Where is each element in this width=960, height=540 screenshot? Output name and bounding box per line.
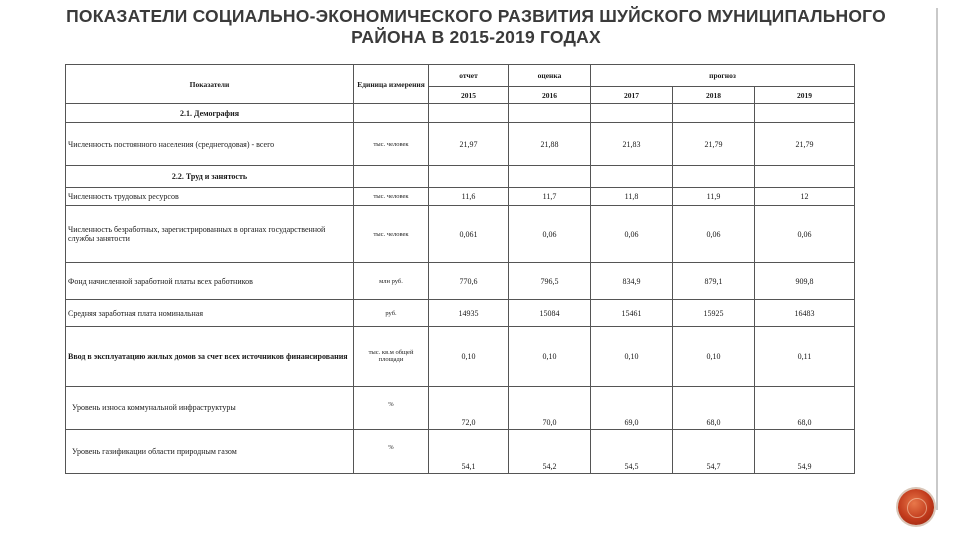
row-value: 16483 (755, 300, 855, 326)
row-value: 21,79 (673, 123, 755, 166)
row-value: 15925 (673, 300, 755, 326)
row-value: 0,06 (673, 206, 755, 263)
row-unit: тыс. человек (354, 188, 429, 206)
indicators-table (65, 64, 855, 474)
row-label: Численность трудовых ресурсов (66, 188, 354, 206)
table-row (66, 206, 855, 263)
row-label: Фонд начисленной заработной платы всех работников (66, 263, 354, 300)
slide-title (20, 6, 932, 48)
row-unit: млн руб. (354, 263, 429, 300)
row-value: 68,0 (755, 386, 855, 429)
row-value: 11,8 (591, 188, 673, 206)
table-row (66, 386, 855, 429)
row-value: 0,06 (591, 206, 673, 263)
row-label: Уровень газификации области природным газом (66, 429, 354, 473)
table-row (66, 300, 855, 326)
row-value: 11,6 (429, 188, 509, 206)
row-value: 15084 (509, 300, 591, 326)
header-year: 2016 (509, 87, 591, 104)
row-value: 909,8 (755, 263, 855, 300)
table-row (66, 263, 855, 300)
row-unit: тыс. кв.м общей площади (354, 326, 429, 386)
row-value: 0,11 (755, 326, 855, 386)
row-unit: % (354, 429, 429, 473)
table-row (66, 326, 855, 386)
row-value: 0,10 (429, 326, 509, 386)
row-label: Ввод в эксплуатацию жилых домов за счет всех источников финансирования (66, 326, 354, 386)
row-value: 0,06 (509, 206, 591, 263)
row-value: 54,7 (673, 429, 755, 473)
row-value: 796,5 (509, 263, 591, 300)
row-unit: тыс. человек (354, 123, 429, 166)
row-label: Средняя заработная плата номинальная (66, 300, 354, 326)
row-value: 0,061 (429, 206, 509, 263)
row-label: Численность постоянного населения (среднегодовая) - всего (66, 123, 354, 166)
row-value: 834,9 (591, 263, 673, 300)
row-label: Численность безработных, зарегистрированных в органах государственной службы занятости (66, 206, 354, 263)
row-value: 54,5 (591, 429, 673, 473)
row-value: 54,2 (509, 429, 591, 473)
slide-logo-emblem (898, 489, 934, 525)
row-value: 69,0 (591, 386, 673, 429)
row-value: 0,06 (755, 206, 855, 263)
header-unit: Единица измерения (354, 65, 429, 104)
row-value: 11,9 (673, 188, 755, 206)
row-value: 72,0 (429, 386, 509, 429)
row-label: Уровень износа коммунальной инфраструктуры (66, 386, 354, 429)
row-unit: руб. (354, 300, 429, 326)
table-row (66, 429, 855, 473)
section-labor: 2.2. Труд и занятость (66, 166, 354, 188)
slide-edge-line (936, 8, 938, 510)
row-value: 0,10 (591, 326, 673, 386)
header-indicator: Показатели (66, 65, 354, 104)
row-value: 54,1 (429, 429, 509, 473)
row-value: 0,10 (509, 326, 591, 386)
table-row (66, 188, 855, 206)
row-value: 879,1 (673, 263, 755, 300)
title-line-1: ПОКАЗАТЕЛИ СОЦИАЛЬНО-ЭКОНОМИЧЕСКОГО РАЗВИТИЯ ШУЙСКОГО МУНИЦИПАЛЬНОГО (66, 6, 886, 26)
header-report: отчет (429, 65, 509, 87)
row-value: 21,88 (509, 123, 591, 166)
row-value: 0,10 (673, 326, 755, 386)
row-value: 770,6 (429, 263, 509, 300)
header-estimate: оценка (509, 65, 591, 87)
row-unit: тыс. человек (354, 206, 429, 263)
row-value: 21,97 (429, 123, 509, 166)
header-year: 2017 (591, 87, 673, 104)
header-year: 2019 (755, 87, 855, 104)
row-value: 14935 (429, 300, 509, 326)
row-value: 12 (755, 188, 855, 206)
header-year: 2015 (429, 87, 509, 104)
row-value: 54,9 (755, 429, 855, 473)
row-value: 11,7 (509, 188, 591, 206)
row-value: 21,79 (755, 123, 855, 166)
row-value: 68,0 (673, 386, 755, 429)
section-demography: 2.1. Демография (66, 104, 354, 123)
row-value: 21,83 (591, 123, 673, 166)
row-value: 70,0 (509, 386, 591, 429)
row-value: 15461 (591, 300, 673, 326)
table-row (66, 123, 855, 166)
title-line-2: РАЙОНА В 2015-2019 ГОДАХ (351, 27, 601, 47)
header-forecast: прогноз (591, 65, 855, 87)
header-year: 2018 (673, 87, 755, 104)
row-unit: % (354, 386, 429, 429)
